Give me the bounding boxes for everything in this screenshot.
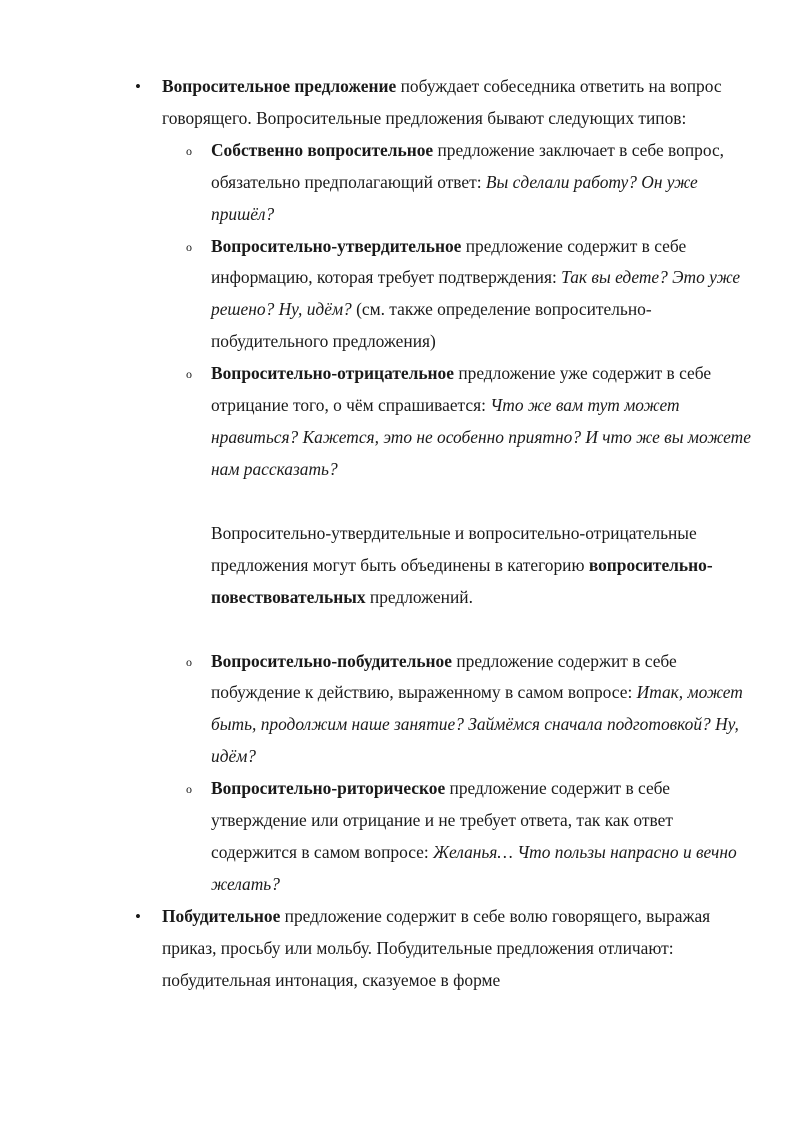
bullet-interrogative xyxy=(135,71,752,135)
note-after: предложений. xyxy=(365,586,473,607)
type-term: Собственно вопросительное xyxy=(211,139,434,160)
note-before: Вопросительно-утвердительные и вопросительно-отрицательные предложения могут быть объединены в категорию xyxy=(211,522,697,575)
type-term: Вопросительно-утвердительное xyxy=(211,235,462,256)
type-examples: Итак, может быть, продолжим наше занятие? Займёмся сначала подготовкой? Ну, идём? xyxy=(211,682,743,767)
type-item-negative xyxy=(186,358,756,486)
interrogative-types-list xyxy=(0,135,800,901)
bullet-icon: • xyxy=(135,906,141,926)
type-examples: Вы сделали работу? Он уже пришёл? xyxy=(211,171,698,224)
circle-bullet-icon: o xyxy=(186,782,192,797)
type-after: (см. также определение вопросительно-побудительного предложения) xyxy=(211,299,652,352)
definition-text: побуждает собеседника ответить на вопрос говорящего. Вопросительные предложения бывают следующих типов: xyxy=(162,76,722,128)
type-text: предложение содержит в себе побуждение к действию, выраженному в самом вопросе: xyxy=(211,650,677,703)
document-page xyxy=(0,71,800,996)
type-term: Вопросительно-отрицательное xyxy=(211,363,454,384)
type-text: предложение заключает в себе вопрос, обязательно предполагающий ответ: xyxy=(211,139,725,192)
circle-bullet-icon: o xyxy=(186,143,192,158)
type-item-affirmative xyxy=(186,231,756,359)
definition-text: предложение содержит в себе волю говорящего, выражая приказ, просьбу или мольбу. Побудительные предложения отличают: побудительная интонация, сказуемое в форме xyxy=(162,905,711,990)
circle-bullet-icon: o xyxy=(186,654,192,669)
type-item-incentive xyxy=(186,646,756,774)
type-text: предложение содержит в себе утверждение или отрицание и не требует ответа, так как ответ содержится в самом вопросе: xyxy=(211,778,673,862)
type-text: предложение содержит в себе информацию, которая требует подтверждения: xyxy=(211,235,687,288)
type-item-proper xyxy=(186,135,756,231)
type-examples: Что же вам тут может нравиться? Кажется, это не особенно приятно? И что же вы можете нам рассказать? xyxy=(211,395,751,479)
type-examples: Так вы едете? Это уже решено? Ну, идём? xyxy=(211,267,741,320)
term-interrogative: Вопросительное предложение xyxy=(162,76,397,96)
bullet-icon: • xyxy=(135,77,141,96)
type-term: Вопросительно-побудительное xyxy=(211,650,452,671)
note-term: вопросительно-повествовательных xyxy=(211,554,713,607)
circle-bullet-icon: o xyxy=(186,239,192,254)
circle-bullet-icon: o xyxy=(186,367,192,382)
term-imperative: Побудительное xyxy=(162,905,281,926)
type-text: предложение уже содержит в себе отрицание того, о чём спрашивается: xyxy=(211,363,712,416)
category-note xyxy=(211,518,756,614)
bullet-imperative xyxy=(135,901,752,997)
type-examples: Желанья… Что пользы напрасно и вечно желать? xyxy=(211,841,737,894)
type-term: Вопросительно-риторическое xyxy=(211,778,446,799)
type-item-rhetorical xyxy=(186,773,756,901)
